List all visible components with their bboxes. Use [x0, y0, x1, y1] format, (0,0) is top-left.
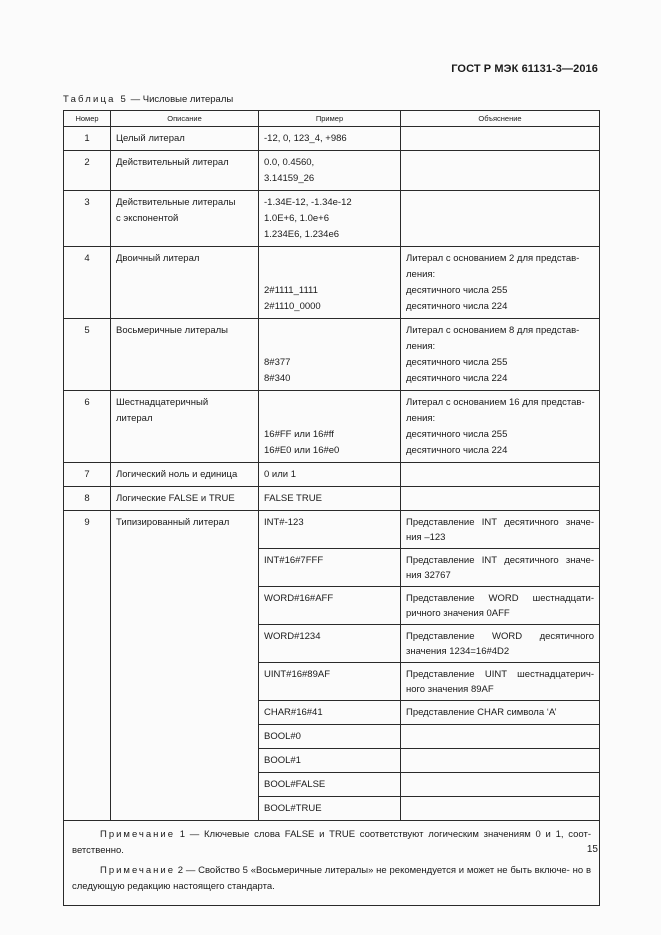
cell-line: 2#1111_1111: [264, 285, 318, 296]
cell-explain: [401, 749, 600, 773]
table-row: [64, 247, 600, 319]
cell-line: с экспонентой: [116, 213, 179, 224]
table-caption-title: Числовые литералы: [142, 94, 234, 105]
row-number: 4: [64, 247, 111, 319]
cell-desc: [111, 191, 259, 247]
cell-line: десятичного числа 255: [406, 357, 508, 368]
row-number: 1: [64, 127, 111, 151]
cell-line: 8#377: [264, 357, 291, 368]
cell-line: Логические FALSE и TRUE: [116, 493, 235, 504]
cell-example: [259, 463, 401, 487]
cell-example: UINT#16#89AF: [259, 663, 401, 701]
table-row: [64, 127, 600, 151]
table-row: [64, 511, 600, 549]
cell-line: [264, 323, 395, 339]
cell-example: WORD#16#AFF: [259, 587, 401, 625]
cell-example: BOOL#0: [259, 725, 401, 749]
table-row: [64, 151, 600, 191]
cell-line: Восьмеричные литералы: [116, 325, 228, 336]
cell-explain: [401, 127, 600, 151]
cell-line: 3.14159_26: [264, 173, 315, 184]
cell-desc: [111, 391, 259, 463]
notes-cell: [64, 821, 600, 906]
cell-explain: Представление CHAR символа ‘A’: [401, 701, 600, 725]
cell-line: FALSE TRUE: [264, 493, 322, 504]
cell-line: Литерал с основанием 2 для представ-: [406, 253, 580, 264]
notes-section: [64, 821, 600, 906]
cell-line: 0 или 1: [264, 469, 297, 480]
cell-line: 16#E0 или 16#e0: [264, 445, 340, 456]
cell-example: [259, 247, 401, 319]
page-number: 15: [586, 844, 598, 855]
cell-line: [264, 411, 395, 427]
cell-line: Действительный литерал: [116, 157, 229, 168]
cell-explain: [401, 797, 600, 821]
table-row: [64, 191, 600, 247]
table-caption: [63, 94, 233, 105]
standard-number: ГОСТ Р МЭК 61131-3—2016: [451, 63, 598, 75]
cell-desc: [111, 463, 259, 487]
header-number: Номер: [64, 111, 111, 127]
row-number: 3: [64, 191, 111, 247]
row-number: 2: [64, 151, 111, 191]
table-caption-prefix: Таблица 5: [63, 94, 128, 105]
cell-line: -12, 0, 123_4, +986: [264, 133, 347, 144]
cell-example: BOOL#FALSE: [259, 773, 401, 797]
row-number: 6: [64, 391, 111, 463]
cell-line: десятичного числа 224: [406, 373, 508, 384]
cell-example: [259, 391, 401, 463]
cell-line: 1.0E+6, 1.0e+6: [264, 213, 329, 224]
row-number: 7: [64, 463, 111, 487]
row-number: 9: [64, 511, 111, 821]
notes-row: [64, 821, 600, 906]
cell-line: Действительные литералы: [116, 197, 236, 208]
cell-line: 2#1110_0000: [264, 301, 321, 312]
cell-example: [259, 319, 401, 391]
cell-line: Целый литерал: [116, 133, 185, 144]
cell-line: ления:: [406, 269, 436, 280]
cell-line: 16#FF или 16#ff: [264, 429, 334, 440]
cell-example: BOOL#1: [259, 749, 401, 773]
cell-line: -1.34E-12, -1.34e-12: [264, 197, 352, 208]
cell-example: WORD#1234: [259, 625, 401, 663]
cell-line: десятичного числа 255: [406, 429, 508, 440]
cell-desc: [111, 151, 259, 191]
note-label: Примечание: [100, 829, 175, 840]
cell-example: INT#16#7FFF: [259, 549, 401, 587]
cell-explain: [401, 151, 600, 191]
cell-line: Литерал с основанием 8 для представ-: [406, 325, 580, 336]
table-row: [64, 319, 600, 391]
cell-line: десятичного числа 224: [406, 301, 508, 312]
cell-line: [264, 267, 395, 283]
cell-line: Шестнадцатеричный: [116, 397, 209, 408]
cell-explain: [401, 391, 600, 463]
cell-desc: [111, 487, 259, 511]
header-description: Описание: [111, 111, 259, 127]
cell-explain: [401, 725, 600, 749]
header-explanation: Объяснение: [401, 111, 600, 127]
cell-explain: Представление WORD шестнадцати- ричного значения 0AFF: [401, 587, 600, 625]
cell-example: [259, 151, 401, 191]
cell-explain: [401, 487, 600, 511]
note-text: 2 — Свойство 5 «Восьмеричные литералы» не рекомендуется и может не быть включе- но в следующую редакцию настоящего стандарта.: [72, 865, 591, 892]
cell-explain: Представление INT десятичного значе- ния 32767: [401, 549, 600, 587]
cell-line: [264, 395, 395, 411]
cell-line: 1.234E6, 1.234e6: [264, 229, 340, 240]
cell-explain: [401, 191, 600, 247]
numeric-literals-table: [63, 110, 600, 906]
table-body: [64, 127, 600, 821]
cell-desc: [111, 319, 259, 391]
cell-explain: [401, 247, 600, 319]
row-number: 5: [64, 319, 111, 391]
cell-line: Логический ноль и единица: [116, 469, 238, 480]
cell-line: Двоичный литерал: [116, 253, 200, 264]
cell-line: [264, 339, 395, 355]
cell-line: десятичного числа 224: [406, 445, 508, 456]
cell-example: [259, 191, 401, 247]
cell-desc: Типизированный литерал: [111, 511, 259, 821]
row-number: 8: [64, 487, 111, 511]
cell-explain: [401, 773, 600, 797]
cell-example: [259, 127, 401, 151]
note: [72, 863, 591, 895]
table-row: [64, 463, 600, 487]
cell-line: 8#340: [264, 373, 291, 384]
cell-explain: Представление INT десятичного значе- ния –123: [401, 511, 600, 549]
cell-example: [259, 487, 401, 511]
table-caption-dash: —: [127, 94, 143, 105]
table-header-row: [64, 111, 600, 127]
cell-desc: [111, 247, 259, 319]
cell-desc: [111, 127, 259, 151]
cell-line: ления:: [406, 413, 436, 424]
cell-explain: Представление UINT шестнадцатерич- ного значения 89AF: [401, 663, 600, 701]
cell-line: десятичного числа 255: [406, 285, 508, 296]
cell-line: Литерал с основанием 16 для представ-: [406, 397, 585, 408]
cell-example: CHAR#16#41: [259, 701, 401, 725]
cell-line: ления:: [406, 341, 436, 352]
cell-example: BOOL#TRUE: [259, 797, 401, 821]
cell-example: INT#-123: [259, 511, 401, 549]
cell-line: литерал: [116, 413, 153, 424]
cell-explain: Представление WORD десятичного значения 1234=16#4D2: [401, 625, 600, 663]
table-row: [64, 391, 600, 463]
cell-line: 0.0, 0.4560,: [264, 157, 315, 168]
cell-explain: [401, 319, 600, 391]
note: [72, 827, 591, 859]
cell-explain: [401, 463, 600, 487]
header-example: Пример: [259, 111, 401, 127]
note-label: Примечание: [100, 865, 175, 876]
table-row: [64, 487, 600, 511]
cell-line: [264, 251, 395, 267]
note-text: 1 — Ключевые слова FALSE и TRUE соответствуют логическим значениям 0 и 1, соот- ветственно.: [72, 829, 591, 856]
